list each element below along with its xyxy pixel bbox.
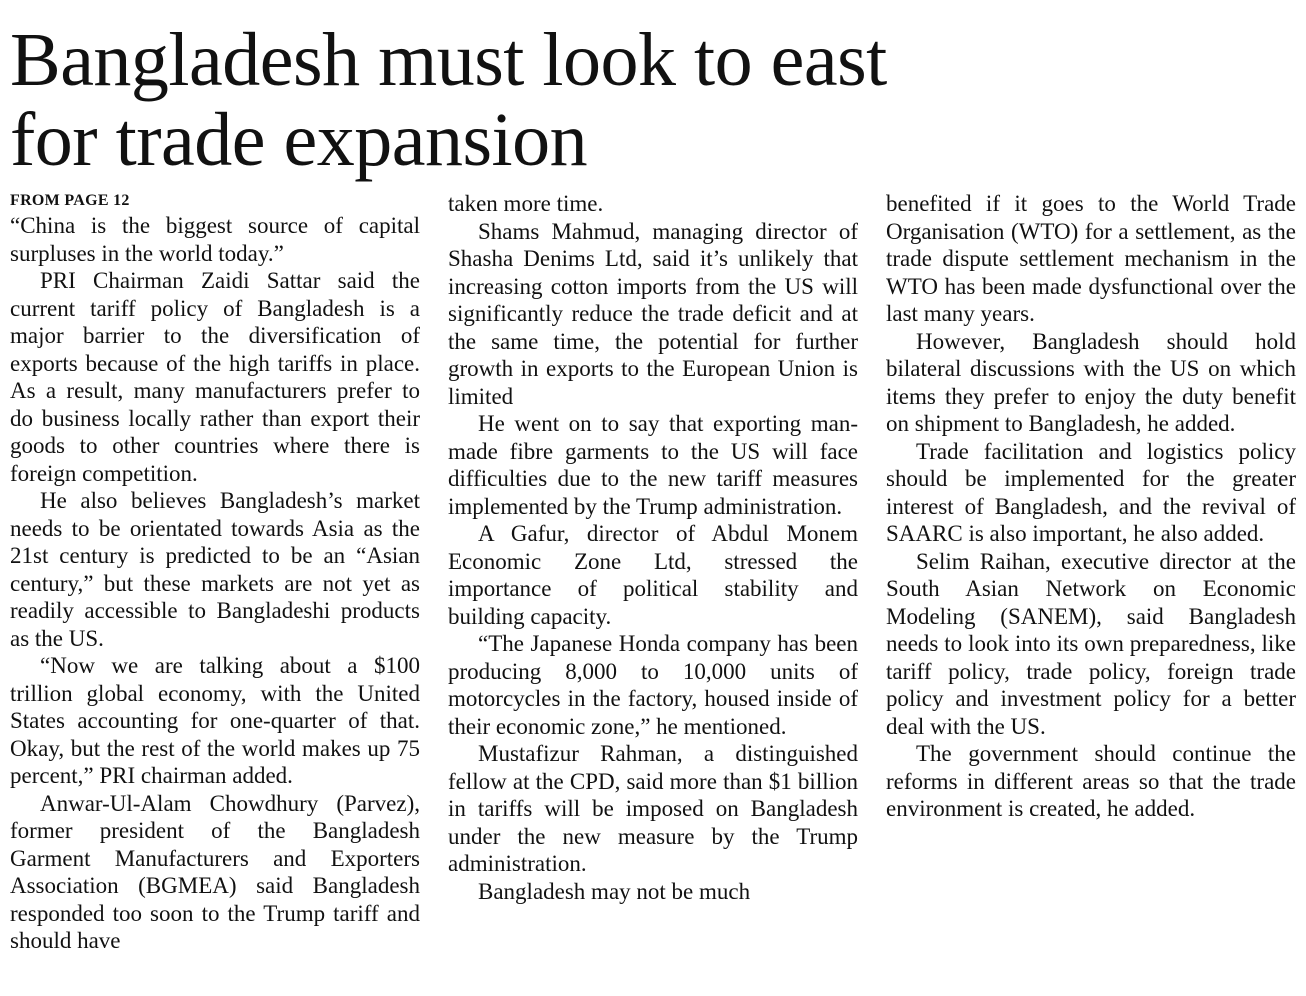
paragraph: taken more time. (448, 191, 604, 216)
paragraph: A Gafur, director of Abdul Monem Economic Zone Ltd, stressed the importance of political stability and building capacity. (448, 521, 858, 629)
paragraph: “Now we are talking about a $100 trillion global economy, with the United States accounting for one-quarter of that. Okay, but the rest of the world makes up 75 percent,” PRI chairman added. (10, 653, 420, 788)
paragraph: He also believes Bangladesh’s market needs to be orientated towards Asia as the 21st century is predicted to be an “Asian century,” but these markets are not yet as readily accessible to Bangladeshi products as the US. (10, 488, 420, 651)
paragraph: “China is the biggest source of capital surpluses in the world today.” (10, 213, 420, 266)
dateline: FROM PAGE 12 (10, 192, 130, 209)
paragraph: Selim Raihan, executive director at the South Asian Network on Economic Modeling (SANEM), said Bangladesh needs to look into its own preparedness, like tariff policy, trade policy, foreign trade policy and investment policy for a better deal with the US. (886, 548, 1296, 739)
article-column-1 (10, 190, 420, 990)
paragraph: Trade facilitation and logistics policy should be implemented for the greater interest of Bangladesh, and the revival of SAARC is also important, he also added. (886, 438, 1296, 546)
headline-line-1: Bangladesh must look to east (10, 18, 887, 102)
paragraph: Bangladesh may not be much (478, 878, 751, 904)
paragraph: benefited if it goes to the World Trade Organisation (WTO) for a settlement, as the trade dispute settlement mechanism in the WTO has been made dysfunctional over the last many years. (886, 191, 1296, 326)
article-column-2 (448, 190, 858, 990)
paragraph: The government should continue the reforms in different areas so that the trade environment is created, he added. (886, 741, 1296, 821)
headline (10, 20, 1010, 180)
article-column-3 (886, 190, 1296, 990)
paragraph: Mustafizur Rahman, a distinguished fellow at the CPD, said more than $1 billion in tariffs will be imposed on Bangladesh under the new measure by the Trump administration. (448, 741, 858, 876)
headline-line-2: for trade expansion (10, 98, 588, 182)
paragraph: PRI Chairman Zaidi Sattar said the current tariff policy of Bangladesh is a major barrier to the diversification of exports because of the high tariffs in place. As a result, many manufacturers prefer to do business locally rather than export their goods to other countries where there is foreign competition. (10, 268, 420, 486)
paragraph: Shams Mahmud, managing director of Shasha Denims Ltd, said it’s unlikely that increasing cotton imports from the US will significantly reduce the trade deficit and at the same time, the potential for further growth in exports to the European Union is limited (448, 218, 858, 409)
paragraph: He went on to say that exporting man-made fibre garments to the US will face difficulties due to the new tariff measures implemented by the Trump administration. (448, 411, 858, 519)
paragraph: “The Japanese Honda company has been producing 8,000 to 10,000 units of motorcycles in the factory, housed inside of their economic zone,” he mentioned. (448, 631, 858, 739)
paragraph: Anwar-Ul-Alam Chowdhury (Parvez), former president of the Bangladesh Garment Manufacturers and Exporters Association (BGMEA) said Bangladesh responded too soon to the Trump tariff and should have (10, 790, 420, 953)
paragraph: However, Bangladesh should hold bilateral discussions with the US on which items they prefer to enjoy the duty benefit on shipment to Bangladesh, he added. (886, 328, 1296, 436)
